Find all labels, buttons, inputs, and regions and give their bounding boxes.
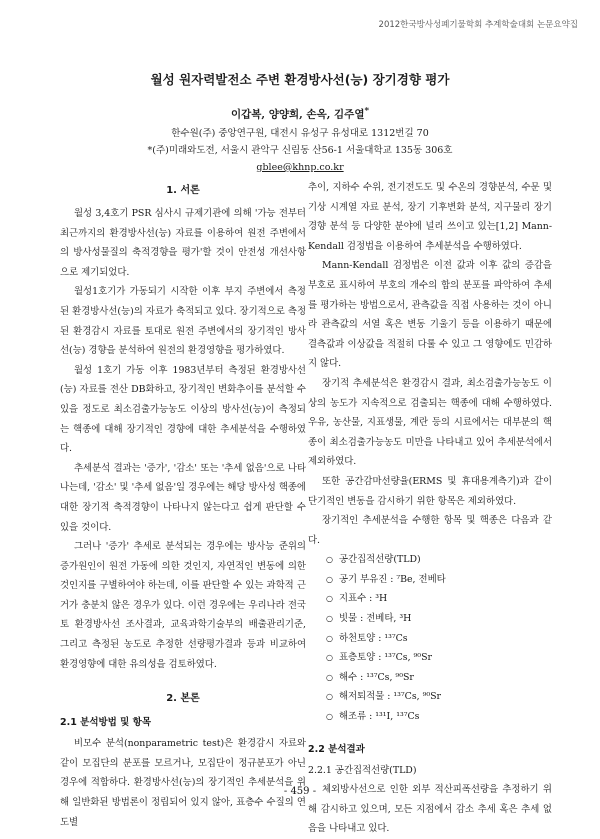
page-number: - 459 -: [283, 786, 317, 797]
subsection-heading-results: 2.2 분석결과: [308, 743, 365, 755]
affiliation-primary: 한수원(주) 중앙연구원, 대전시 유성구 유성대로 1312번길 70: [171, 128, 429, 139]
list-item: ○ 하천토양 : ¹³⁷Cs: [326, 629, 552, 649]
list-item: ○ 표층토양 : ¹³⁷Cs, ⁹⁰Sr: [326, 648, 552, 668]
list-item: ○ 해수 : ¹³⁷Cs, ⁹⁰Sr: [326, 668, 552, 688]
subsubsection-heading-tld: 2.2.1 공간집적선량(TLD): [308, 764, 417, 776]
methods-paragraph-1: 비모수 분석(nonparametric test)은 환경감시 자료와 같이 모집단의 분포를 모르거나, 모집단이 정규분포가 아닌 경우에 적합하다. 환경방사선(능)의 장기적인 추세분석을 위해 일반화된 방법론이 정립되어 있지 않아, 표층수 수질의 연도별: [60, 738, 306, 828]
methods-paragraph-4: 또한 공간감마선량율(ERMS 및 휴대용계측기)과 같이 단기적인 변동을 감시하기 위한 항목은 제외하였다.: [308, 475, 552, 507]
list-item: ○ 빗물 : 전베타, ³H: [326, 609, 552, 629]
list-item: ○ 해조류 : ¹³¹I, ¹³⁷Cs: [326, 707, 552, 727]
results-paragraph-1: 체외방사선으로 인한 외부 적산피폭선량을 추정하기 위해 감시하고 있으며, 모든 지점에서 감소 추세 혹은 추세 없음을 나타내고 있다.: [308, 784, 552, 835]
intro-paragraph-1: 월성 3,4호기 PSR 심사시 규제기관에 의해 '가능 전부터 최근까지의 환경방사선(능) 자료를 이용하여 원전 주변에서의 방사성물질의 축적경향을 평가'할 것이 안전성 개선사항으로 제기되었다.: [60, 208, 306, 278]
analysis-item-list: [308, 550, 552, 726]
intro-paragraph-2: 월성1호기가 가동되기 시작한 이후 부지 주변에서 측정된 환경방사선(능)의 자료가 축적되고 있다. 장기적으로 측정된 환경감시 자료를 토대로 원전 주변에서의 장기적인 방사선(능) 경향을 분석하여 원전의 환경영향을 평가하였다.: [60, 286, 306, 357]
methods-paragraph-1-continued: 추이, 지하수 수위, 전기전도도 및 수온의 경향분석, 수문 및 기상 시계열 자료 분석, 장기 기후변화 분석, 지구물리 장기경향 분석 등 다양한 분야에 널리 쓰이고 있는[1,2] Mann-Kendall 검정법을 이용하여 추세분석을 수행하였다.: [308, 182, 552, 252]
list-item: ○ 지표수 : ³H: [326, 589, 552, 609]
list-item: ○ 공간집적선량(TLD): [326, 550, 552, 570]
list-item: ○ 공기 부유진 : ⁷Be, 전베타: [326, 570, 552, 590]
authors-line: [0, 106, 600, 122]
paper-title: 월성 원자력발전소 주변 환경방사선(능) 장기경향 평가: [150, 72, 450, 87]
section-heading-introduction: 1. 서론: [166, 185, 200, 196]
author-names: 이갑복, 양양희, 손옥, 김주열: [230, 108, 365, 121]
intro-paragraph-4: 추세분석 결과는 '증가', '감소' 또는 '추세 없음'으로 나타나는데, '감소' 및 '추세 없음'일 경우에는 해당 방사성 핵종에 대한 장기적 축적경향이 나타나지 않는다고 쉽게 판단할 수 있을 것이다.: [60, 462, 306, 533]
list-item: ○ 해저퇴적물 : ¹³⁷Cs, ⁹⁰Sr: [326, 687, 552, 707]
intro-paragraph-5: 그러나 '증가' 추세로 분석되는 경우에는 방사능 준위의 증가원인이 원전 가동에 의한 것인지, 자연적인 변동에 의한 것인지를 구별하여야 하는데, 이를 판단할 수 있는 과학적 근거가 충분치 않은 경우가 있다. 이런 경우에는 우리나라 전국토 환경방사선 조사결과, 교육과학기술부의 배출관리기준, 그리고 측정된 농도로 추정한 선량평가결과 등과 비교하여 환경영향에 대한 유의성을 검토하였다.: [60, 541, 306, 670]
running-head: 2012한국방사성폐기물학회 추계학술대회 논문요약집: [378, 20, 578, 30]
methods-paragraph-5: 장기적인 추세분석을 수행한 항목 및 핵종은 다음과 같다.: [308, 515, 552, 546]
left-column: [60, 178, 306, 832]
intro-paragraph-3: 월성 1호기 가동 이후 1983년부터 측정된 환경방사선(능) 자료를 전산 DB화하고, 장기적인 변화추이를 분석할 수 있을 정도로 최소검출가능농도 이상의 방사선(능)이 측정되는 핵종에 대해 장기적인 경향에 대한 추세분석을 수행하였다.: [60, 364, 306, 455]
methods-paragraph-3: 장기적 추세분석은 환경감시 결과, 최소검출가능농도 이상의 농도가 지속적으로 검출되는 핵종에 대해 수행하였다. 우유, 농산물, 지표생물, 계란 등의 시료에서는 대부분의 핵종이 최소검출가능농도 미만을 나타내고 있어 추세분석에서 제외하였다.: [308, 377, 552, 468]
subsection-heading-methods: 2.1 분석방법 및 항목: [60, 717, 151, 729]
right-column: [308, 178, 552, 839]
methods-paragraph-2: Mann-Kendall 검정법은 이전 값과 이후 값의 증감을 부호로 표시하여 부호의 개수의 합의 분포를 파악하여 추세를 평가하는 방법으로서, 관측값을 직접 사용하는 것이 아니라 관측값의 서열 혹은 변동 기울기 등을 이용하기 때문에 결측값과 이상값을 적절히 다룰 수 있고 그 영향에도 민감하지 않다.: [308, 260, 552, 370]
contact-email[interactable]: gblee@khnp.co.kr: [256, 162, 344, 173]
affiliation-secondary: *(주)미래와도전, 서울시 관악구 신림동 산56-1 서울대학교 135동 306호: [147, 145, 453, 156]
section-heading-main: 2. 본론: [166, 693, 200, 705]
author-mark: *: [364, 106, 370, 116]
